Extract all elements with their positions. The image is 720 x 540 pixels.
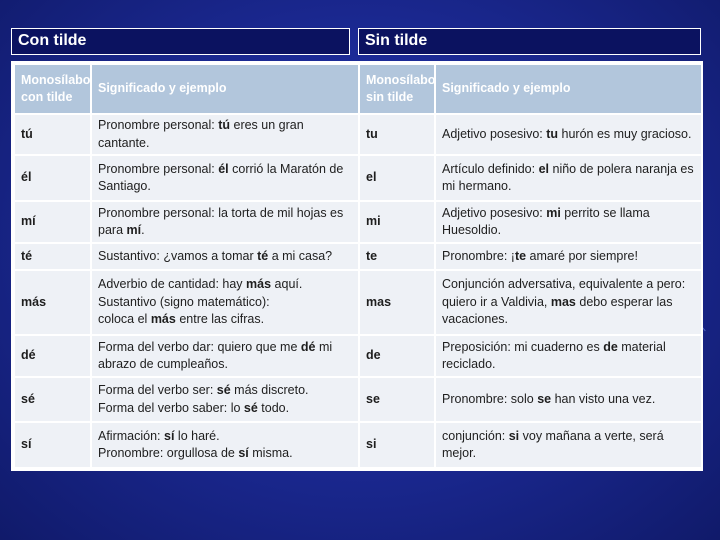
meaning-example-cell	[91, 155, 359, 201]
definition-text: Pronombre: solo	[442, 391, 538, 406]
definition-text: Pronombre personal:	[98, 161, 219, 176]
definition-line	[442, 126, 695, 144]
definition-text: perrito se llama Huesoldio.	[442, 205, 650, 238]
monosyllable-with-accent: él	[14, 155, 91, 201]
highlighted-word: tú	[218, 118, 231, 133]
definition-text: misma.	[248, 446, 293, 461]
monosyllable-without-accent: el	[359, 155, 435, 201]
definition-text: Adjetivo posesivo:	[442, 126, 547, 141]
highlighted-word: sé	[243, 400, 258, 415]
definition-text: Forma del verbo ser:	[98, 383, 217, 398]
sin-tilde-header: Sin tilde	[358, 28, 701, 55]
definition-line	[442, 339, 695, 374]
definition-text: Pronombre: orgullosa de	[98, 446, 239, 461]
definition-text: mi abrazo de cumpleaños.	[98, 339, 333, 372]
monosyllable-with-accent: dé	[14, 335, 91, 376]
highlighted-word: mas	[550, 294, 576, 309]
definition-text: Pronombre personal:	[98, 118, 219, 133]
definition-text: eres un gran cantante.	[98, 118, 304, 150]
meaning-example-cell	[435, 114, 702, 155]
definition-line	[98, 117, 352, 152]
definition-text: Sustantivo: ¿vamos a tomar	[98, 248, 258, 263]
monosyllable-table-container	[11, 61, 703, 471]
monosyllable-with-accent: más	[14, 270, 91, 336]
definition-text: Preposición: mi cuaderno es	[442, 339, 604, 354]
meaning-example-cell	[91, 243, 359, 269]
definition-text: material reciclado.	[442, 339, 666, 372]
definition-text: más discreto.	[230, 383, 309, 398]
definition-text: han visto una vez.	[551, 391, 656, 406]
definition-line	[98, 445, 352, 463]
highlighted-word: mi	[546, 205, 561, 220]
column-header: Monosílabo con tilde	[14, 64, 91, 114]
definition-line	[442, 276, 695, 329]
definition-line	[98, 294, 352, 312]
definition-text: voy mañana a verte, será mejor.	[442, 428, 664, 461]
monosyllable-without-accent: mas	[359, 270, 435, 336]
monosyllable-without-accent: de	[359, 335, 435, 376]
definition-line	[98, 276, 352, 294]
definition-text: lo haré.	[174, 428, 220, 443]
column-header: Significado y ejemplo	[435, 64, 702, 114]
definition-text: niño de polera naranja es mi hermano.	[442, 161, 694, 194]
table-row	[14, 201, 702, 243]
definition-line	[98, 428, 352, 446]
definition-text: Artículo definido:	[442, 161, 539, 176]
highlighted-word: dé	[300, 339, 316, 354]
highlighted-word: te	[514, 248, 527, 263]
meaning-example-cell	[435, 270, 702, 336]
definition-text: amaré por siempre!	[526, 248, 638, 263]
meaning-example-cell	[435, 422, 702, 468]
monosyllable-without-accent: se	[359, 377, 435, 423]
con-tilde-header: Con tilde	[11, 28, 350, 55]
highlighted-word: él	[218, 161, 229, 176]
monosyllable-with-accent: mí	[14, 201, 91, 243]
highlighted-word: más	[246, 277, 272, 292]
definition-text: Pronombre: ¡	[442, 248, 515, 263]
monosyllable-without-accent: tu	[359, 114, 435, 155]
definition-line	[98, 382, 352, 400]
definition-line	[98, 161, 352, 196]
definition-text: conjunción:	[442, 428, 509, 443]
definition-text: corrió la Maratón de Santiago.	[98, 161, 344, 194]
highlighted-word: mí	[126, 223, 142, 238]
monosyllable-with-accent: sé	[14, 377, 91, 423]
monosyllable-without-accent: te	[359, 243, 435, 269]
table-row	[14, 114, 702, 155]
table-header-row	[14, 64, 702, 114]
meaning-example-cell	[435, 335, 702, 376]
definition-line	[98, 311, 352, 329]
monosyllable-with-accent: tú	[14, 114, 91, 155]
meaning-example-cell	[91, 270, 359, 336]
definition-text: Forma del verbo saber: lo	[98, 400, 244, 415]
definition-text: debo esperar las vacaciones.	[442, 294, 673, 327]
definition-line	[98, 400, 352, 418]
highlighted-word: de	[603, 339, 618, 354]
definition-text: Pronombre personal: la torta de mil hojas es para	[98, 205, 344, 238]
meaning-example-cell	[91, 422, 359, 468]
meaning-example-cell	[91, 335, 359, 376]
table-row	[14, 422, 702, 468]
definition-line	[442, 391, 695, 409]
definition-line	[442, 161, 695, 196]
table-row	[14, 270, 702, 336]
definition-text: entre las cifras.	[175, 312, 265, 327]
meaning-example-cell	[435, 377, 702, 423]
definition-text: .	[141, 223, 145, 238]
definition-text: a mi casa?	[268, 248, 333, 263]
meaning-example-cell	[435, 155, 702, 201]
monosyllable-with-accent: sí	[14, 422, 91, 468]
definition-text: hurón es muy gracioso.	[558, 126, 692, 141]
highlighted-word: sí	[238, 446, 249, 461]
meaning-example-cell	[435, 201, 702, 243]
meaning-example-cell	[91, 201, 359, 243]
definition-text: Sustantivo (signo matemático):	[98, 294, 270, 309]
definition-line	[442, 248, 695, 266]
highlighted-word: si	[508, 428, 520, 443]
definition-text: aquí.	[271, 277, 303, 292]
column-header: Significado y ejemplo	[91, 64, 359, 114]
monosyllable-table	[13, 63, 703, 469]
meaning-example-cell	[435, 243, 702, 269]
monosyllable-without-accent: mi	[359, 201, 435, 243]
definition-text: Adverbio de cantidad: hay	[98, 277, 247, 292]
meaning-example-cell	[91, 114, 359, 155]
definition-text: Forma del verbo dar: quiero que me	[98, 339, 301, 354]
monosyllable-without-accent: si	[359, 422, 435, 468]
definition-line	[98, 339, 352, 374]
table-row	[14, 243, 702, 269]
table-row	[14, 335, 702, 376]
highlighted-word: sí	[164, 428, 175, 443]
definition-text: Afirmación:	[98, 428, 164, 443]
definition-line	[98, 248, 352, 266]
definition-line	[442, 205, 695, 240]
definition-line	[442, 428, 695, 463]
highlighted-word: té	[257, 248, 269, 263]
highlighted-word: más	[150, 312, 176, 327]
highlighted-word: sé	[216, 383, 231, 398]
definition-text: todo.	[257, 400, 290, 415]
definition-text: Conjunción adversativa, equivalente a pero: quiero ir a Valdivia,	[442, 277, 686, 309]
highlighted-word: se	[537, 391, 552, 406]
highlighted-word: el	[538, 161, 550, 176]
highlighted-word: tu	[546, 126, 559, 141]
definition-text: coloca el	[98, 312, 151, 327]
definition-text: Adjetivo posesivo:	[442, 205, 547, 220]
column-header: Monosílabo sin tilde	[359, 64, 435, 114]
definition-line	[98, 205, 352, 240]
table-row	[14, 155, 702, 201]
table-row	[14, 377, 702, 423]
meaning-example-cell	[91, 377, 359, 423]
monosyllable-with-accent: té	[14, 243, 91, 269]
